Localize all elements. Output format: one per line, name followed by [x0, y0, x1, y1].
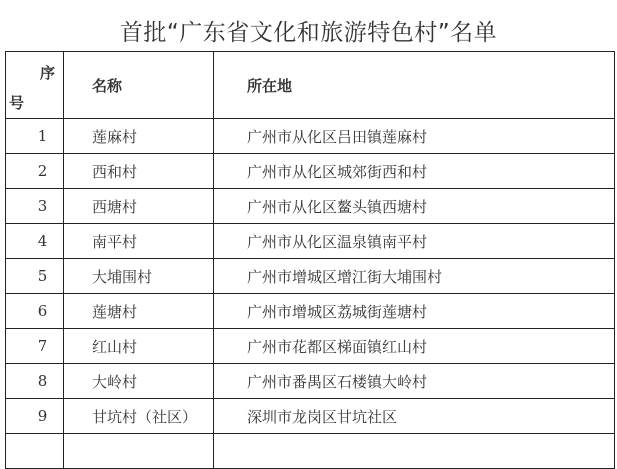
village-name: 莲塘村 [64, 294, 214, 329]
table-row [6, 119, 615, 154]
village-name: 大埔围村 [64, 259, 214, 294]
header-no [6, 52, 64, 119]
row-number: 4 [6, 224, 64, 259]
row-number: 5 [6, 259, 64, 294]
empty-cell [6, 434, 64, 469]
row-number: 7 [6, 329, 64, 364]
header-no-part2: 号 [9, 94, 25, 112]
village-location: 深圳市龙岗区甘坑社区 [214, 399, 615, 434]
village-location: 广州市番禺区石楼镇大岭村 [214, 364, 615, 399]
table-row-partial [6, 434, 615, 469]
village-name: 西塘村 [64, 189, 214, 224]
table-row [6, 294, 615, 329]
village-name: 莲麻村 [64, 119, 214, 154]
table-header-row [6, 52, 615, 119]
empty-cell [214, 434, 615, 469]
village-location: 广州市从化区鳌头镇西塘村 [214, 189, 615, 224]
village-name: 甘坑村（社区） [64, 399, 214, 434]
header-name: 名称 [64, 52, 214, 119]
row-number: 9 [6, 399, 64, 434]
table-row [6, 364, 615, 399]
row-number: 8 [6, 364, 64, 399]
village-location: 广州市增城区增江街大埔围村 [214, 259, 615, 294]
empty-cell [64, 434, 214, 469]
header-location: 所在地 [214, 52, 615, 119]
row-number: 3 [6, 189, 64, 224]
table-row [6, 224, 615, 259]
village-name: 西和村 [64, 154, 214, 189]
village-name: 南平村 [64, 224, 214, 259]
village-location: 广州市从化区吕田镇莲麻村 [214, 119, 615, 154]
row-number: 1 [6, 119, 64, 154]
row-number: 2 [6, 154, 64, 189]
table-row [6, 329, 615, 364]
header-no-part1: 序 [40, 64, 56, 82]
village-name: 红山村 [64, 329, 214, 364]
table-row [6, 399, 615, 434]
village-location: 广州市从化区温泉镇南平村 [214, 224, 615, 259]
village-location: 广州市增城区荔城街莲塘村 [214, 294, 615, 329]
village-location: 广州市花都区梯面镇红山村 [214, 329, 615, 364]
village-name: 大岭村 [64, 364, 214, 399]
table-row [6, 259, 615, 294]
village-location: 广州市从化区城郊街西和村 [214, 154, 615, 189]
row-number: 6 [6, 294, 64, 329]
table-row [6, 154, 615, 189]
page-title: 首批“广东省文化和旅游特色村”名单 [119, 20, 498, 46]
table-row [6, 189, 615, 224]
village-list-table [5, 51, 615, 469]
